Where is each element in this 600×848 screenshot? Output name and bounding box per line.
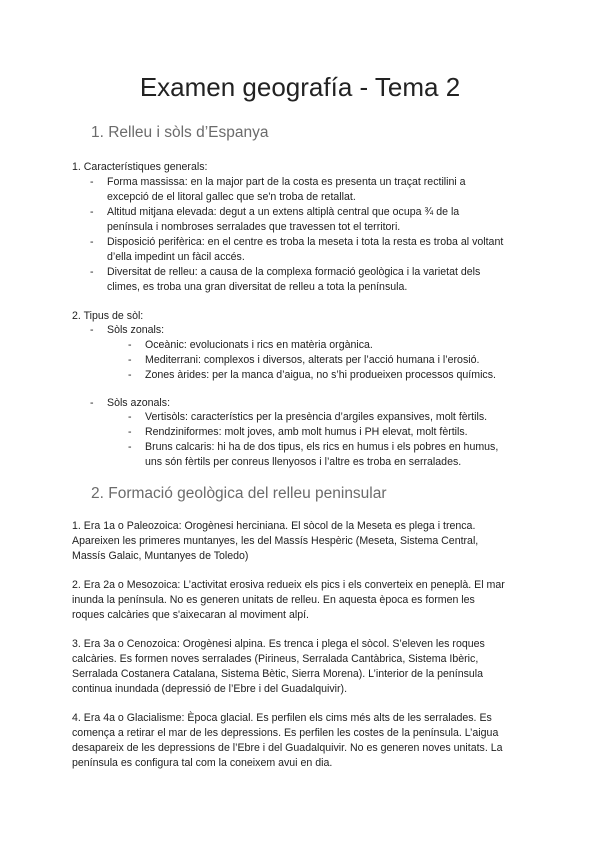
paragraph-line: 4. Era 4a o Glacialisme: Època glacial. Es perfilen els cims més alts de les serralades. Es [72,712,492,724]
sublist-label-zonals: Sòls zonals: [107,324,165,336]
sublist-label-azonals: Sòls azonals: [107,397,171,409]
paragraph-line: continua inundada (depressió de l’Ebre i del Guadalquivir). [72,683,348,695]
paragraph-line: comença a retirar el mar de les depressions. Es perfilen les costes de la península. L’aigua [72,727,499,739]
bullet-dash: - [128,369,132,381]
paragraph-line: 2. Era 2a o Mesozoica: L’activitat erosiva redueix els pics i els converteix en peneplà. El mar [72,579,505,591]
sublist-item: Mediterrani: complexos i diversos, alterats per l’acció humana i l’erosió. [145,354,480,366]
bullet-dash: - [90,206,94,218]
paragraph-line: 3. Era 3a o Cenozoica: Orogènesi alpina. Es trenca i plega el sòcol. S’eleven les roques [72,638,485,650]
sublist-item: Oceànic: evolucionats i rics en matèria orgànica. [145,339,373,351]
bullet-dash: - [90,266,94,278]
bullet-line: Forma massissa: en la major part de la costa es presenta un traçat rectilini a [107,176,466,188]
sublist-item: Zones àrides: per la manca d’aigua, no s’hi produeixen processos químics. [145,369,496,381]
list-label-tipus-sol: 2. Tipus de sòl: [72,310,144,322]
paragraph-line: desapareix de les depressions de l’Ebre i del Guadalquivir. No es generen noves unitats. La [72,742,503,754]
bullet-dash: - [128,339,132,351]
bullet-dash: - [90,397,94,409]
sublist-item: Rendziniformes: molt joves, amb molt humus i PH elevat, molt fèrtils. [145,426,468,438]
bullet-line: Disposició perifèrica: en el centre es troba la meseta i tota la resta es troba al voltant [107,236,504,248]
paragraph-line: península es configura tal com la coneixem avui en dia. [72,757,333,769]
bullet-line: climes, es troba una gran diversitat de relleu a tota la península. [107,281,408,293]
bullet-dash: - [128,441,132,453]
section-heading-relleu: 1. Relleu i sòls d’Espanya [91,124,269,141]
sublist-item-continuation: uns són fèrtils per conreus llenyosos i l’altre es troba en serralades. [145,456,462,468]
bullet-line: Diversitat de relleu: a causa de la complexa formació geològica i la varietat dels [107,266,481,278]
paragraph-line: 1. Era 1a o Paleozoica: Orogènesi herciniana. El sòcol de la Meseta es plega i trenca. [72,520,476,532]
bullet-line: Altitud mitjana elevada: degut a un extens altiplà central que ocupa ¾ de la [107,206,460,218]
bullet-dash: - [90,236,94,248]
bullet-dash: - [128,411,132,423]
list-label-caracteristiques: 1. Característiques generals: [72,161,208,173]
paragraph-line: Massís Galaic, Muntanyes de Toledo) [72,550,249,562]
sublist-item: Bruns calcaris: hi ha de dos tipus, els rics en humus i els pobres en humus, [145,441,499,453]
page-title: Examen geografía - Tema 2 [139,72,461,102]
paragraph-line: roques calcàries que s'aixecaran al moviment alpí. [72,609,309,621]
bullet-line: d’ella impedint un fàcil accés. [107,251,245,263]
bullet-dash: - [90,324,94,336]
paragraph-line: calcàries. Es formen noves serralades (Pirineus, Serralada Cantàbrica, Sistema Ibèric, [72,653,479,665]
bullet-line: excepció de el litoral gallec que se'n troba de retallat. [107,191,356,203]
section-heading-formacio: 2. Formació geològica del relleu peninsular [91,485,387,502]
paragraph-line: Serralada Costanera Catalana, Sistema Bètic, Sierra Morena). L’interior de la península [72,668,484,680]
bullet-dash: - [128,354,132,366]
paragraph-line: inunda la península. No es generen unitats de relleu. En aquesta època es formen les [72,594,475,606]
paragraph-line: Apareixen les primeres muntanyes, les del Massís Hespèric (Meseta, Sistema Central, [72,535,479,547]
bullet-dash: - [90,176,94,188]
sublist-item: Vertisòls: característics per la presència d’argiles expansives, molt fèrtils. [145,411,488,423]
bullet-dash: - [128,426,132,438]
bullet-line: península i nombroses serralades que travessen tot el territori. [107,221,401,233]
